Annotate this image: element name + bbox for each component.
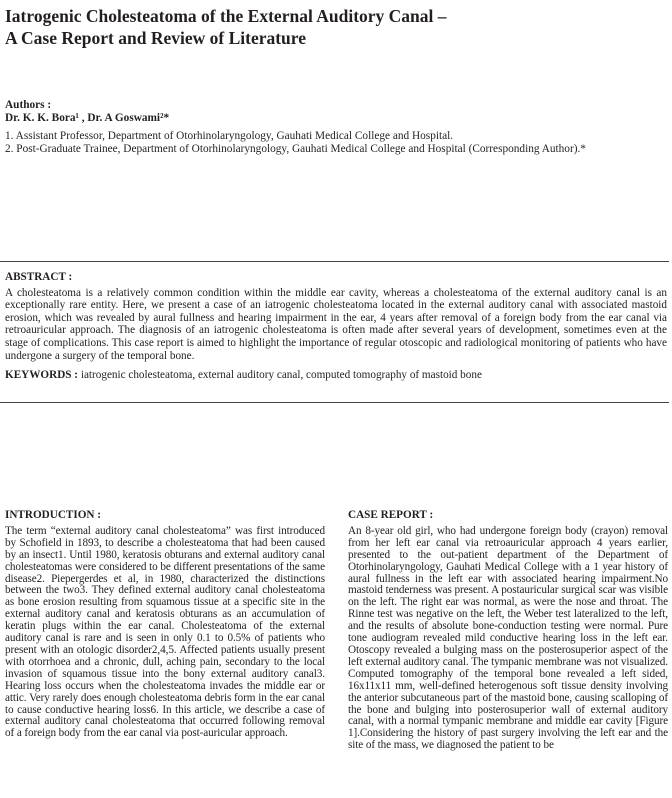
article-title [5, 5, 665, 49]
divider-top [0, 261, 669, 262]
authors-label: Authors : [5, 99, 52, 111]
keywords-text: iatrogenic cholesteatoma, external auditory canal, computed tomography of mastoid bone [78, 369, 482, 382]
introduction-heading: INTRODUCTION : [5, 509, 102, 521]
keywords-line [5, 369, 667, 382]
keywords-label: KEYWORDS : [5, 369, 79, 382]
authors-block [5, 99, 665, 156]
case-report-heading: CASE REPORT : [348, 509, 434, 521]
affiliation-2: 2. Post-Graduate Trainee, Department of Otorhinolaryngology, Gauhati Medical College and Hospital (Corresponding Author).* [5, 143, 586, 156]
abstract-section [5, 271, 667, 382]
author-names: Dr. K. K. Bora¹ , Dr. A Goswami²* [5, 112, 170, 124]
introduction-body: The term “external auditory canal cholesteatoma” was first introduced by Schofield in 1893, to describe a cholesteatoma that had been caused by an insect1. Until 1980, keratosis obturans and external auditory canal cholesteatomas were considered to be different presentations of the same disease2. Piepergerdes et al, in 1980, characterized the distinctions between the two3. They defined external auditory canal cholesteatoma as bone erosion resulting from squamous tissue at a specific site in the external auditory canal and keratosis obturans as an accumulation of keratin plugs within the ear canal. Cholesteatoma of the external auditory canal is rare and is seen in only 0.1 to 0.5% of patients who present with an otologic disorder2,4,5. Affected patients usually present with otorrhoea and a chronic, dull, aching pain, secondary to the local invasion of squamous tissue into the bony external auditory canal3. Hearing loss occurs when the cholesteatoma invades the middle ear or attic. Very rarely does enough cholesteatoma debris form in the ear canal to cause conductive hearing loss6. In this article, we describe a case of external auditory canal cholesteatoma that occurred following removal of a foreign body from the ear canal via post-auricular approach. [5, 524, 325, 740]
title-line-2: A Case Report and Review of Literature [5, 28, 307, 48]
affiliations [5, 130, 665, 156]
abstract-body: A cholesteatoma is a relatively common condition within the middle ear cavity, whereas a cholesteatoma of the external auditory canal is an exceptionally rare entity. Here, we present a case of an iatrogenic cholesteatoma located in the external auditory canal with associated mastoid erosion, which was revealed by aural fullness and hearing impairment in the ear, 4 years after removal of a foreign body from the ear canal via retroauricular approach. The diagnosis of an iatrogenic cholesteatoma is often made after several years of development, sometimes even at the stage of complications. This case report is aimed to highlight the importance of regular otoscopic and radiological monitoring of patients who have undergone a surgery of the temporal bone. [5, 286, 667, 362]
affiliation-1: 1. Assistant Professor, Department of Otorhinolaryngology, Gauhati Medical College and Hospital. [5, 130, 454, 142]
title-line-1: Iatrogenic Cholesteatoma of the External Auditory Canal – [5, 6, 447, 26]
divider-bottom [0, 402, 669, 403]
case-report-section [348, 510, 668, 752]
abstract-heading: ABSTRACT : [5, 271, 73, 283]
case-report-body: An 8-year old girl, who had undergone foreign body (crayon) removal from her left ear canal via retroauricular approach 4 years earlier, presented to the out-patient department of the Department of Otorhinolaryngology, Gauhati Medical College with a 1 year history of aural fullness in the left ear with associated hearing impairment.No mastoid tenderness was present. A postauricular surgical scar was visible on the left. The right ear was normal, as were the nose and throat. The Rinne test was negative on the left, the Weber test lateralized to the left, and the results of absolute bone-conduction testing were normal. Pure tone audiogram revealed mild conductive hearing loss in the left ear. Otoscopy revealed a bulging mass on the posterosuperior aspect of the left external auditory canal. The tympanic membrane was not visualized. Computed tomography of the temporal bone revealed a left sided, 16x11x11 mm, well-defined heterogenous soft tissue density involving the anterior subcutaneous part of the mastoid bone, causing scalloping of the bone and bulging into posterosuperior wall of external auditory canal, with a normal tympanic membrane and middle ear cavity [Figure 1].Considering the history of past surgery involving the left ear and the site of the mass, we diagnosed the patient to be [348, 524, 668, 752]
introduction-section [5, 510, 325, 740]
